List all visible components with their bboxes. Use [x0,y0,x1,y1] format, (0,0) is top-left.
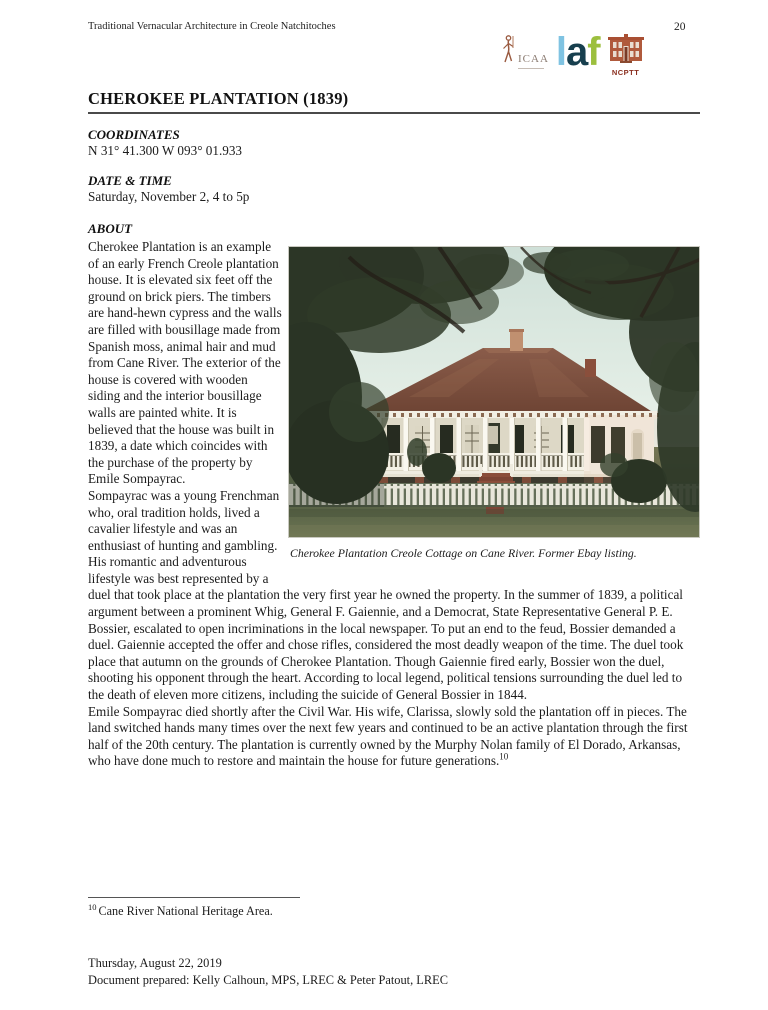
laf-logo [556,32,600,72]
datetime-label: DATE & TIME [88,173,172,188]
page-number: 20 [674,21,686,33]
footnote [88,901,273,919]
laf-letter-a: a [566,30,588,74]
about-paragraph-1: Cherokee Plantation is an example of an early French Creole plantation house. It is elevated six feet off the ground on brick piers. The timbers are hand-hewn cypress and the walls are filled with bousillage made from Spanish moss, animal hair and mud from Cane River. The exterior of the house is covered with wooden siding and the interior bousillage walls are painted white. It is believed that the house was built in 1839, a date which coincides with the purchase of the property by Emile Sompayrac. [88,239,282,487]
ncptt-label: NCPTT [611,67,640,77]
page-footer [88,955,448,988]
datetime-value: Saturday, November 2, 4 to 5p [88,189,250,204]
laf-letter-f: f [587,30,600,74]
photo-caption: Cherokee Plantation Creole Cottage on Cane River. Former Ebay listing. [290,546,637,560]
title-rule [88,112,700,114]
about-body [88,239,700,770]
plantation-photo [288,246,700,538]
brick-building-icon [607,34,645,69]
running-header: Traditional Vernacular Architecture in Creole Natchitoches [88,21,336,32]
about-paragraph-2: Sompayrac was a young Frenchman who, oral tradition holds, lived a cavalier lifestyle and was an enthusiast of hunting and gambling. His romantic and adventurous lifestyle was best represented by a duel that took place at the plantation the very first year he owned the property. In the summer of 1839, a political argument between a prominent Whig, General F. Gaiennie, and a Democrat, State Representative General P. E. Bossier, escalated to open incriminations in the local newspaper. To put an end to the feud, Bossier demanded a duel. Gaiennie accepted the offer and chose rifles, considered the most deadly weapon of the time. The duel took place that autumn on the grounds of Cherokee Plantation. Though Gaiennie fired early, Bossier won the duel, shooting his opponent through the heart. According to local legend, political tensions surrounding the duel led to the death of eleven more citizens, including the suicide of General Bossier in 1844. [88,487,684,703]
about-label: ABOUT [88,221,133,236]
icaa-subtext-line [518,68,544,69]
page-title: CHEROKEE PLANTATION (1839) [88,89,349,108]
footnote-separator [88,897,300,898]
plantation-photo-figure [288,246,700,560]
about-paragraph-3: Emile Sompayrac died shortly after the Civil War. His wife, Clarissa, slowly sold the plantation off in pieces. The land switched hands many times over the next few years and continued to be an active plantation through the first half of the 20th century. The plantation is currently owned by the Murphy Nolan family of El Dorado, Arkansas, who have done much to restore and maintain the house for future generations.$^{10}$ [88,703,688,769]
footnote-marker: 10 [88,901,97,912]
ncptt-logo [607,34,645,77]
footer-prepared-by: Document prepared: Kelly Calhoun, MPS, LREC & Peter Patout, LREC [88,972,448,987]
coordinates-value: N 31° 41.300 W 093° 01.933 [88,143,243,158]
icaa-label: ICAA [518,52,549,65]
laf-letter-l: l [555,30,567,74]
coordinates-label: COORDINATES [88,127,180,142]
logo-row [501,28,645,76]
footnote-reference: 10 [499,752,509,763]
footnote-text: Cane River National Heritage Area. [98,904,273,918]
icaa-figure-icon [501,34,516,71]
icaa-logo [501,34,549,71]
footer-date: Thursday, August 22, 2019 [88,956,222,970]
